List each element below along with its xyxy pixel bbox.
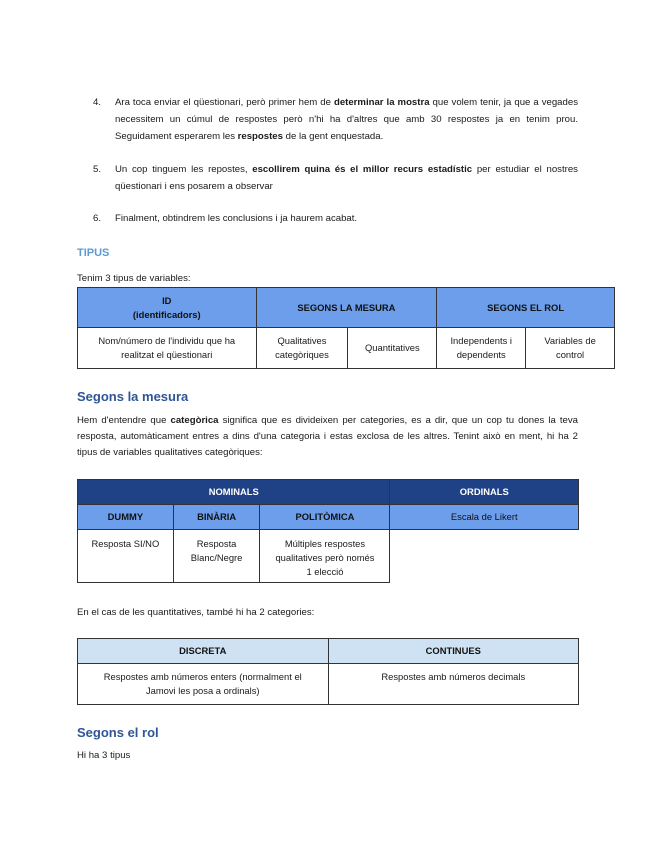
cell-dummy: Resposta SI/NO: [78, 530, 174, 583]
cell-quantitatives: Quantitatives: [348, 328, 437, 369]
cell-qualitatives: [256, 328, 348, 369]
tipus-intro: Tenim 3 tipus de variables:: [77, 273, 191, 284]
cell-line: Múltiples respostes: [284, 538, 366, 549]
cell-empty: [390, 530, 579, 583]
para-text: significa que es divideixen per categories, es a dir, que un cop tu dones la teva resposta, automàticament entres a dins d'una categoria i estas exclosa de les altres. Tenint això en ment, hi ha 2 tipus de variables qualitatives categòriques:: [77, 415, 578, 458]
cell-line: 1 elecció: [306, 566, 344, 577]
cell-line: categòriques: [275, 349, 329, 360]
header-continues: CONTINUES: [328, 639, 579, 664]
cell-line: Resposta: [196, 538, 237, 549]
cell-politomica: [260, 530, 390, 583]
cell-id: Nom/número de l'individu que ha realitzat el qüestionari: [78, 328, 257, 369]
step-bold: respostes: [237, 131, 283, 142]
step-bold: escollirem quina és el millor recurs estadístic: [252, 164, 473, 175]
rol-heading: Segons el rol: [77, 725, 159, 740]
cell-binaria: [173, 530, 260, 583]
header-id-line2: (identificadors): [132, 308, 201, 320]
header-dummy: DUMMY: [78, 505, 174, 530]
step-number: 6.: [93, 213, 102, 224]
cell-line: control: [556, 349, 585, 360]
quant-intro: En el cas de les quantitatives, també hi ha 2 categories:: [77, 607, 315, 618]
rol-intro: Hi ha 3 tipus: [77, 750, 131, 761]
para-bold: categòrica: [170, 415, 219, 426]
step-text: que volem tenir, ja que a vegades necessitem un cúmul de respostes però n'hi ha d'altres que amb 30 respostes ja en tenim prou. Seguidament esperarem les: [115, 97, 578, 142]
cell-independents: [437, 328, 526, 369]
step-text: per estudiar el nostres qüestionari i ens posarem a observar: [115, 164, 578, 192]
cell-discreta: [78, 664, 329, 705]
header-nominals: NOMINALS: [78, 480, 390, 505]
quantitative-types-table: [77, 638, 579, 705]
cell-line: qualitatives però només: [275, 552, 375, 563]
header-discreta: DISCRETA: [78, 639, 329, 664]
header-id: [78, 288, 257, 328]
header-binaria: BINÀRIA: [173, 505, 260, 530]
step-text: Un cop tinguem les repostes,: [115, 164, 253, 175]
header-mesura: SEGONS LA MESURA: [256, 288, 437, 328]
header-ordinals: ORDINALS: [390, 480, 579, 505]
step-bold: determinar la mostra: [333, 97, 430, 108]
step-item: [93, 210, 578, 227]
step-number: 4.: [93, 97, 102, 108]
cell-control: [526, 328, 615, 369]
header-id-line1: ID: [162, 294, 172, 306]
variable-types-table: [77, 287, 615, 369]
cell-line: Jamovi les posa a ordinals): [145, 685, 260, 696]
step-number: 5.: [93, 164, 102, 175]
cell-line: Blanc/Negre: [190, 552, 243, 563]
step-text: de la gent enquestada.: [282, 131, 384, 142]
header-likert: Escala de Likert: [390, 505, 579, 530]
cell-line: Qualitatives: [277, 335, 327, 346]
tipus-heading: TIPUS: [77, 247, 110, 259]
step-text: Finalment, obtindrem les conclusions i ja haurem acabat.: [115, 213, 358, 224]
header-rol: SEGONS EL ROL: [437, 288, 615, 328]
qualitative-types-table: [77, 479, 579, 583]
cell-line: Variables de: [544, 335, 596, 346]
cell-line: Independents i: [450, 335, 512, 346]
mesura-heading: Segons la mesura: [77, 389, 189, 404]
cell-line: Respostes amb números enters (normalment el: [103, 671, 302, 682]
step-item: [93, 161, 578, 195]
para-text: Hem d'entendre que: [77, 415, 171, 426]
header-politomica: POLITÒMICA: [260, 505, 390, 530]
step-item: [93, 94, 578, 145]
cell-line: dependents: [456, 349, 506, 360]
cell-continues: Respostes amb números decimals: [328, 664, 579, 705]
step-text: Ara toca enviar el qüestionari, però primer hem de: [115, 97, 334, 108]
mesura-paragraph: [77, 413, 578, 461]
